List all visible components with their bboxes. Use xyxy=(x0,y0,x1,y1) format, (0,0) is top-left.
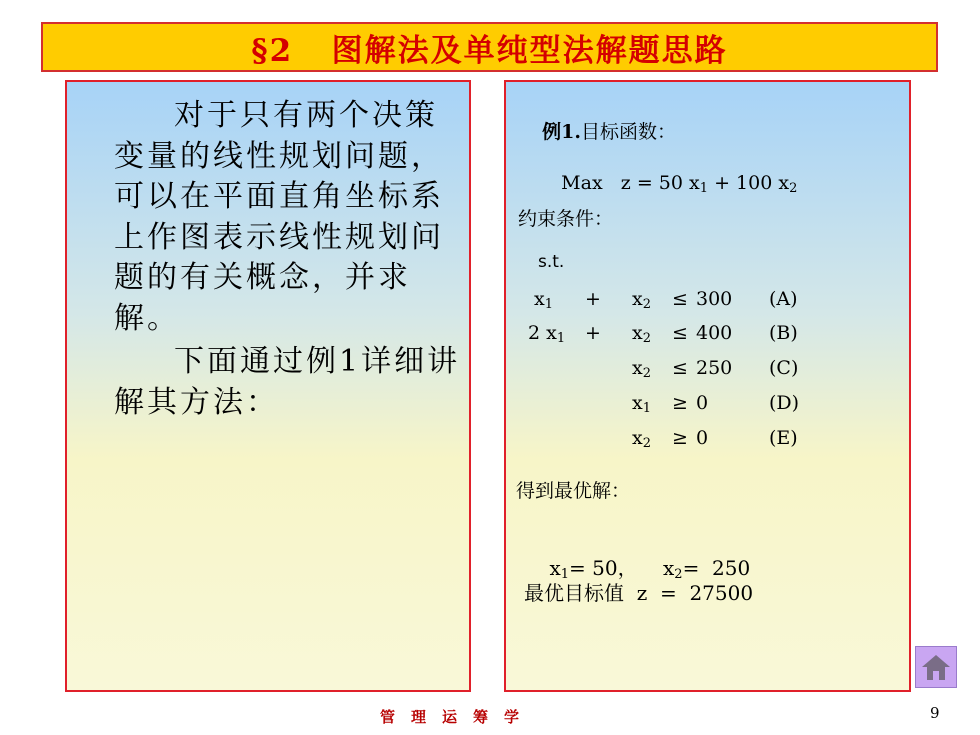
constraint-rhs xyxy=(696,357,732,379)
constraint-relation-text: ≤ xyxy=(672,322,688,344)
constraint-plus xyxy=(579,288,601,310)
constraint-plus-text: + xyxy=(579,288,601,310)
max-keyword: Max xyxy=(561,172,603,194)
constraint-tag xyxy=(769,357,798,379)
constraint-var-text: x xyxy=(632,427,643,449)
constraint-var xyxy=(632,392,651,414)
constraint-lead-sub: 1 xyxy=(544,297,554,312)
constraint-lead xyxy=(528,322,565,344)
constraint-relation-text: ≥ xyxy=(672,427,688,449)
home-icon xyxy=(916,647,956,687)
constraint-tag-text: (B) xyxy=(769,322,798,344)
intro-paragraph-1: 对于只有两个决策变量的线性规划问题，可以在平面直角坐标系上作图表示线性规划问题的有关概念，并求解。 xyxy=(114,98,444,336)
constraint-tag-text: (E) xyxy=(769,427,798,449)
constraint-plus-text: + xyxy=(579,322,601,344)
constraint-rhs-text: 0 xyxy=(696,427,709,449)
constraint-var-sub: 2 xyxy=(642,366,651,381)
constraint-var-sub: 2 xyxy=(642,331,651,346)
constraint-relation xyxy=(672,392,688,414)
objective-label: 目标函数： xyxy=(581,121,677,143)
constraint-var-text: x xyxy=(632,392,643,414)
constraint-relation xyxy=(672,288,688,310)
st-label: s.t. xyxy=(538,252,565,272)
constraint-var-text: x xyxy=(632,288,643,310)
constraint-tag-text: (A) xyxy=(769,288,798,310)
constraint-rhs-text: 400 xyxy=(696,322,733,344)
constraint-var xyxy=(632,288,651,310)
constraint-plus xyxy=(579,322,601,344)
constraint-rhs-text: 0 xyxy=(696,392,709,414)
constraint-tag xyxy=(769,427,798,449)
constraint-lead-text: 2 x xyxy=(528,322,557,344)
constraint-rhs-text: 300 xyxy=(696,288,733,310)
constraint-tag xyxy=(769,288,798,310)
constraint-tag xyxy=(769,392,799,414)
constraint-rhs xyxy=(696,288,732,310)
constraint-relation-text: ≤ xyxy=(672,357,688,379)
footer-course-title: 管理运筹学 xyxy=(380,708,536,726)
constraint-var-text: x xyxy=(632,357,643,379)
constraint-tag-text: (C) xyxy=(769,357,799,379)
constraint-rhs-text: 250 xyxy=(696,357,733,379)
constraint-var-text: x xyxy=(632,322,643,344)
solution-x2: x xyxy=(663,556,675,580)
constraint-rhs xyxy=(696,322,732,344)
constraint-var xyxy=(632,322,651,344)
example-label: 例1. xyxy=(542,121,582,143)
constraints-label: 约束条件： xyxy=(518,208,614,230)
constraint-var-sub: 1 xyxy=(642,401,651,416)
solution-x1: x xyxy=(549,556,561,580)
solution-x2-value: = 250 xyxy=(682,556,751,580)
constraint-relation xyxy=(672,357,688,379)
solution-x1-value: = 50， xyxy=(569,556,638,580)
constraint-var xyxy=(632,357,651,379)
constraint-relation-text: ≥ xyxy=(672,392,688,414)
solution-x2-sub: 2 xyxy=(674,567,683,582)
constraint-var-sub: 2 xyxy=(642,436,651,451)
intro-text xyxy=(114,96,464,423)
constraint-lead xyxy=(528,288,553,310)
constraint-lead-sub: 1 xyxy=(556,331,566,346)
objective-term-1: z = 50 x xyxy=(620,172,700,194)
constraint-var xyxy=(632,427,651,449)
constraint-relation xyxy=(672,322,688,344)
constraint-tag-text: (D) xyxy=(769,392,800,414)
constraint-relation xyxy=(672,427,688,449)
constraint-tag xyxy=(769,322,798,344)
constraint-rhs xyxy=(696,427,708,449)
constraint-relation-text: ≤ xyxy=(672,288,688,310)
objective-sub-1: 1 xyxy=(699,181,709,196)
objective-term-2: + 100 x xyxy=(708,172,790,194)
page-number: 9 xyxy=(930,704,940,722)
home-button[interactable] xyxy=(915,646,957,688)
page-title: §2 图解法及单纯型法解题思路 xyxy=(251,32,728,69)
objective-sub-2: 2 xyxy=(789,181,798,196)
left-panel xyxy=(65,80,471,692)
constraint-lead-text: x xyxy=(528,288,545,310)
constraint-rhs xyxy=(696,392,708,414)
intro-paragraph-2: 下面通过例1详细讲解其方法： xyxy=(114,344,461,420)
solution-x1-sub: 1 xyxy=(560,567,569,582)
right-panel xyxy=(504,80,911,692)
constraint-var-sub: 2 xyxy=(642,297,651,312)
title-bar xyxy=(41,22,938,72)
optimal-label: 得到最优解： xyxy=(516,480,631,502)
optimal-value: 最优目标值 z = 27500 xyxy=(524,581,754,605)
